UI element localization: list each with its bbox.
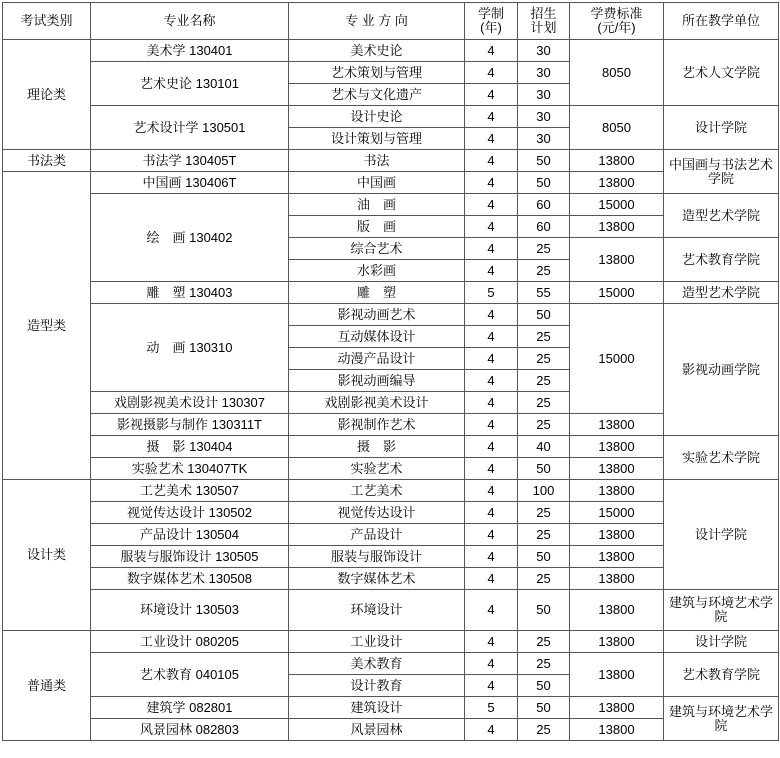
unit-cell: 艺术教育学院	[664, 653, 779, 697]
major-cell: 环境设计 130503	[91, 590, 289, 631]
fee-cell: 13800	[570, 238, 664, 282]
fee-cell: 13800	[570, 216, 664, 238]
plan-cell: 100	[518, 480, 570, 502]
years-cell: 4	[465, 546, 518, 568]
fee-cell: 13800	[570, 524, 664, 546]
header-plan: 招生 计划	[518, 3, 570, 40]
category-cell: 造型类	[3, 172, 91, 480]
fee-cell: 13800	[570, 546, 664, 568]
major-cell: 艺术教育 040105	[91, 653, 289, 697]
major-cell: 数字媒体艺术 130508	[91, 568, 289, 590]
years-cell: 4	[465, 84, 518, 106]
direction-cell: 摄 影	[289, 436, 465, 458]
major-cell: 艺术史论 130101	[91, 62, 289, 106]
fee-cell: 15000	[570, 502, 664, 524]
fee-cell: 13800	[570, 590, 664, 631]
plan-cell: 30	[518, 40, 570, 62]
direction-cell: 戏剧影视美术设计	[289, 392, 465, 414]
years-cell: 4	[465, 392, 518, 414]
plan-cell: 25	[518, 524, 570, 546]
years-cell: 4	[465, 458, 518, 480]
direction-cell: 版 画	[289, 216, 465, 238]
table-row	[3, 194, 779, 216]
fee-cell: 13800	[570, 150, 664, 172]
direction-cell: 艺术与文化遗产	[289, 84, 465, 106]
direction-cell: 艺术策划与管理	[289, 62, 465, 84]
category-cell: 理论类	[3, 40, 91, 150]
years-cell: 4	[465, 172, 518, 194]
category-cell: 普通类	[3, 631, 91, 741]
fee-cell: 13800	[570, 172, 664, 194]
direction-cell: 工业设计	[289, 631, 465, 653]
years-cell: 4	[465, 194, 518, 216]
unit-cell: 艺术人文学院	[664, 40, 779, 106]
direction-cell: 设计史论	[289, 106, 465, 128]
years-cell: 4	[465, 348, 518, 370]
category-cell: 设计类	[3, 480, 91, 631]
header-row	[3, 3, 779, 40]
plan-cell: 25	[518, 631, 570, 653]
years-cell: 4	[465, 260, 518, 282]
plan-cell: 30	[518, 84, 570, 106]
header-direction: 专 业 方 向	[289, 3, 465, 40]
table-row	[3, 172, 779, 194]
plan-cell: 50	[518, 590, 570, 631]
table-row	[3, 546, 779, 568]
fee-cell: 13800	[570, 719, 664, 741]
header-category: 考试类别	[3, 3, 91, 40]
years-cell: 4	[465, 414, 518, 436]
unit-cell: 实验艺术学院	[664, 436, 779, 480]
unit-cell: 建筑与环境艺术学院	[664, 697, 779, 741]
plan-cell: 25	[518, 392, 570, 414]
unit-cell: 造型艺术学院	[664, 194, 779, 238]
plan-cell: 50	[518, 150, 570, 172]
direction-cell: 风景园林	[289, 719, 465, 741]
table-row	[3, 436, 779, 458]
fee-cell: 13800	[570, 436, 664, 458]
years-cell: 4	[465, 216, 518, 238]
plan-cell: 30	[518, 62, 570, 84]
category-cell: 书法类	[3, 150, 91, 172]
major-cell: 绘 画 130402	[91, 194, 289, 282]
direction-cell: 油 画	[289, 194, 465, 216]
direction-cell: 影视动画艺术	[289, 304, 465, 326]
direction-cell: 视觉传达设计	[289, 502, 465, 524]
table-row	[3, 719, 779, 741]
major-cell: 摄 影 130404	[91, 436, 289, 458]
years-cell: 4	[465, 436, 518, 458]
plan-cell: 25	[518, 238, 570, 260]
unit-cell: 建筑与环境艺术学院	[664, 590, 779, 631]
fee-cell: 15000	[570, 194, 664, 216]
table-row	[3, 502, 779, 524]
years-cell: 4	[465, 106, 518, 128]
direction-cell: 影视制作艺术	[289, 414, 465, 436]
years-cell: 4	[465, 590, 518, 631]
fee-cell: 13800	[570, 653, 664, 697]
years-cell: 4	[465, 502, 518, 524]
fee-cell: 13800	[570, 414, 664, 436]
direction-cell: 设计策划与管理	[289, 128, 465, 150]
direction-cell: 环境设计	[289, 590, 465, 631]
major-cell: 工艺美术 130507	[91, 480, 289, 502]
years-cell: 4	[465, 40, 518, 62]
years-cell: 4	[465, 568, 518, 590]
years-cell: 4	[465, 675, 518, 697]
years-cell: 4	[465, 128, 518, 150]
major-cell: 戏剧影视美术设计 130307	[91, 392, 289, 414]
years-cell: 4	[465, 370, 518, 392]
table-row	[3, 480, 779, 502]
direction-cell: 水彩画	[289, 260, 465, 282]
years-cell: 4	[465, 150, 518, 172]
direction-cell: 互动媒体设计	[289, 326, 465, 348]
years-cell: 5	[465, 282, 518, 304]
direction-cell: 工艺美术	[289, 480, 465, 502]
major-cell: 服装与服饰设计 130505	[91, 546, 289, 568]
plan-cell: 50	[518, 458, 570, 480]
years-cell: 4	[465, 304, 518, 326]
direction-cell: 动漫产品设计	[289, 348, 465, 370]
fee-cell: 13800	[570, 458, 664, 480]
plan-cell: 55	[518, 282, 570, 304]
table-row	[3, 568, 779, 590]
direction-cell: 书法	[289, 150, 465, 172]
years-cell: 4	[465, 653, 518, 675]
fee-cell: 13800	[570, 631, 664, 653]
years-cell: 4	[465, 326, 518, 348]
direction-cell: 综合艺术	[289, 238, 465, 260]
years-cell: 4	[465, 62, 518, 84]
plan-cell: 50	[518, 172, 570, 194]
plan-cell: 50	[518, 304, 570, 326]
plan-cell: 25	[518, 502, 570, 524]
direction-cell: 服装与服饰设计	[289, 546, 465, 568]
table-row	[3, 150, 779, 172]
admissions-table	[2, 2, 779, 741]
plan-cell: 25	[518, 568, 570, 590]
fee-cell: 13800	[570, 568, 664, 590]
plan-cell: 50	[518, 546, 570, 568]
major-cell: 工业设计 080205	[91, 631, 289, 653]
table-row	[3, 304, 779, 326]
direction-cell: 中国画	[289, 172, 465, 194]
table-row	[3, 106, 779, 128]
direction-cell: 美术史论	[289, 40, 465, 62]
unit-cell: 艺术教育学院	[664, 238, 779, 282]
table-row	[3, 524, 779, 546]
direction-cell: 设计教育	[289, 675, 465, 697]
table-row	[3, 697, 779, 719]
header-fee: 学费标准 (元/年)	[570, 3, 664, 40]
table-row	[3, 653, 779, 675]
table-row	[3, 631, 779, 653]
plan-cell: 25	[518, 653, 570, 675]
table-row	[3, 40, 779, 62]
header-major: 专业名称	[91, 3, 289, 40]
plan-cell: 25	[518, 370, 570, 392]
years-cell: 4	[465, 719, 518, 741]
major-cell: 中国画 130406T	[91, 172, 289, 194]
major-cell: 美术学 130401	[91, 40, 289, 62]
fee-cell: 15000	[570, 282, 664, 304]
fee-cell: 13800	[570, 480, 664, 502]
major-cell: 书法学 130405T	[91, 150, 289, 172]
years-cell: 5	[465, 697, 518, 719]
plan-cell: 50	[518, 697, 570, 719]
unit-cell: 造型艺术学院	[664, 282, 779, 304]
plan-cell: 50	[518, 675, 570, 697]
plan-cell: 25	[518, 719, 570, 741]
major-cell: 风景园林 082803	[91, 719, 289, 741]
unit-cell: 影视动画学院	[664, 304, 779, 436]
header-unit: 所在教学单位	[664, 3, 779, 40]
plan-cell: 40	[518, 436, 570, 458]
plan-cell: 60	[518, 216, 570, 238]
direction-cell: 雕 塑	[289, 282, 465, 304]
major-cell: 建筑学 082801	[91, 697, 289, 719]
years-cell: 4	[465, 524, 518, 546]
direction-cell: 产品设计	[289, 524, 465, 546]
direction-cell: 实验艺术	[289, 458, 465, 480]
plan-cell: 30	[518, 128, 570, 150]
header-duration: 学制 (年)	[465, 3, 518, 40]
table-row	[3, 282, 779, 304]
years-cell: 4	[465, 238, 518, 260]
major-cell: 动 画 130310	[91, 304, 289, 392]
major-cell: 实验艺术 130407TK	[91, 458, 289, 480]
direction-cell: 美术教育	[289, 653, 465, 675]
fee-cell: 13800	[570, 697, 664, 719]
plan-cell: 25	[518, 414, 570, 436]
plan-cell: 25	[518, 348, 570, 370]
unit-cell: 设计学院	[664, 631, 779, 653]
fee-cell: 8050	[570, 106, 664, 150]
years-cell: 4	[465, 631, 518, 653]
years-cell: 4	[465, 480, 518, 502]
unit-cell: 设计学院	[664, 106, 779, 150]
fee-cell: 8050	[570, 40, 664, 106]
table-row	[3, 590, 779, 631]
major-cell: 视觉传达设计 130502	[91, 502, 289, 524]
major-cell: 艺术设计学 130501	[91, 106, 289, 150]
plan-cell: 30	[518, 106, 570, 128]
direction-cell: 建筑设计	[289, 697, 465, 719]
plan-cell: 60	[518, 194, 570, 216]
fee-cell: 15000	[570, 304, 664, 414]
table-row	[3, 414, 779, 436]
direction-cell: 数字媒体艺术	[289, 568, 465, 590]
major-cell: 影视摄影与制作 130311T	[91, 414, 289, 436]
direction-cell: 影视动画编导	[289, 370, 465, 392]
unit-cell: 中国画与书法艺术学院	[664, 150, 779, 194]
unit-cell: 设计学院	[664, 480, 779, 590]
table-row	[3, 458, 779, 480]
major-cell: 产品设计 130504	[91, 524, 289, 546]
plan-cell: 25	[518, 326, 570, 348]
major-cell: 雕 塑 130403	[91, 282, 289, 304]
plan-cell: 25	[518, 260, 570, 282]
